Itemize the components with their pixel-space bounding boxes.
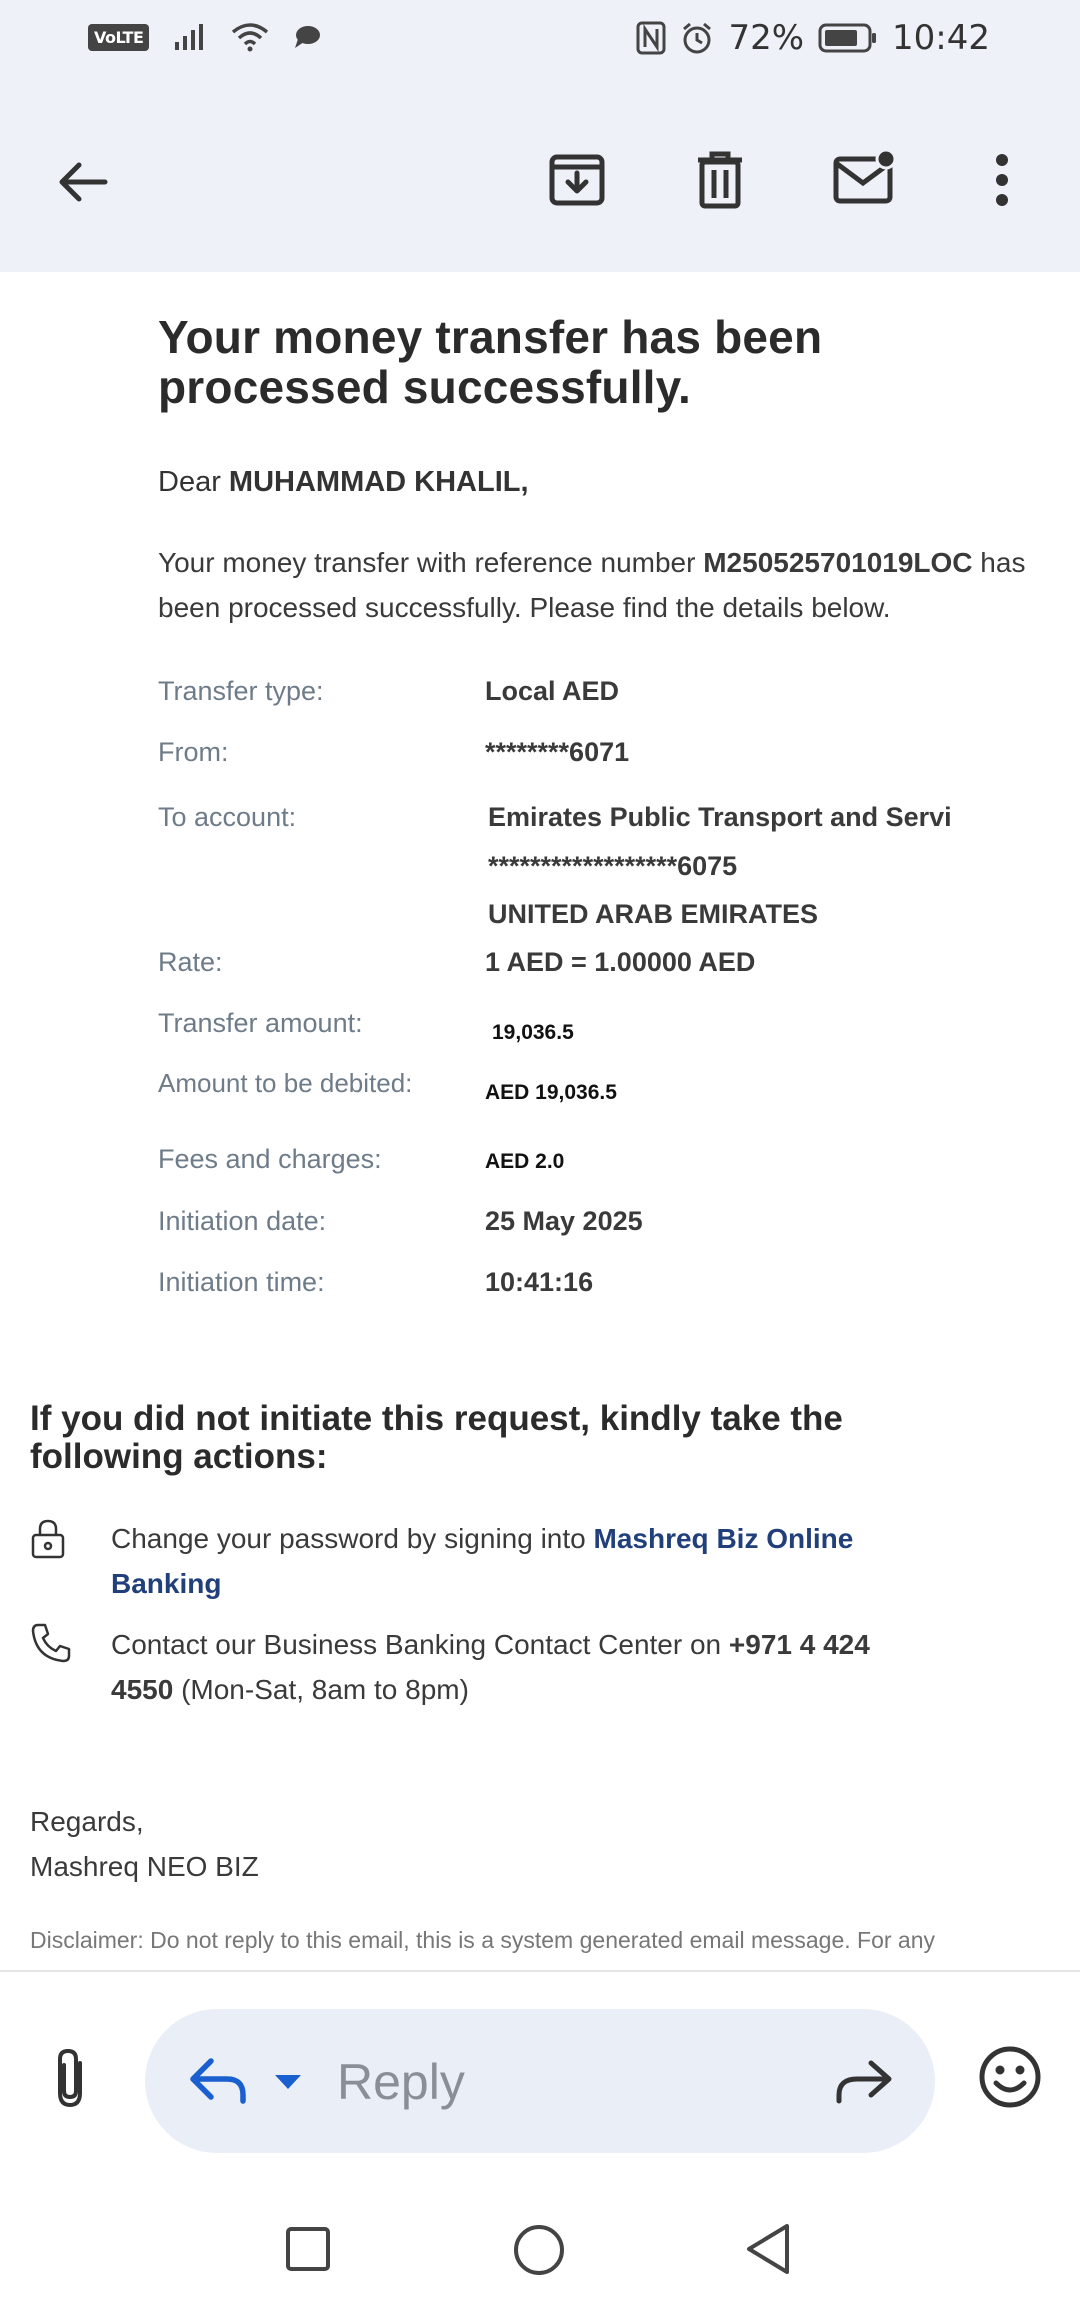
- amount-debited-value: AED 19,036.5: [485, 1081, 617, 1104]
- reply-field[interactable]: [145, 2009, 935, 2153]
- from-value: ********6071: [485, 737, 630, 767]
- signal-icon: [173, 22, 207, 52]
- transfer-type-value: Local AED: [485, 676, 620, 706]
- archive-icon: [548, 151, 606, 209]
- wifi-icon: [231, 22, 269, 52]
- back-arrow-icon: [55, 155, 109, 209]
- recent-apps-icon[interactable]: [285, 2226, 331, 2272]
- reply-icon[interactable]: [187, 2055, 247, 2105]
- initiation-date-label: Initiation date:: [158, 1206, 327, 1236]
- intro-prefix: Your money transfer with reference number: [158, 547, 704, 578]
- archive-button[interactable]: [535, 138, 619, 222]
- from-label: From:: [158, 737, 229, 767]
- action-1-text: Change your password by signing into: [111, 1523, 594, 1554]
- nfc-icon: [636, 21, 666, 55]
- back-nav-icon[interactable]: [745, 2222, 791, 2276]
- initiation-time-value: 10:41:16: [485, 1267, 594, 1297]
- regards: Regards,: [30, 1806, 144, 1837]
- online-banking-link[interactable]: Mashreq Biz Online Banking: [111, 1523, 854, 1599]
- system-nav-bar: [0, 2182, 1080, 2312]
- delete-icon: [694, 150, 746, 210]
- action-2-text: Contact our Business Banking Contact Center on: [111, 1629, 729, 1660]
- rate-value: 1 AED = 1.00000 AED: [485, 947, 756, 977]
- transfer-amount-label: Transfer amount:: [158, 1008, 363, 1038]
- initiation-time-label: Initiation time:: [158, 1267, 325, 1297]
- contact-phone[interactable]: +971 4 424 4550: [111, 1629, 870, 1705]
- forward-icon[interactable]: [835, 2059, 893, 2103]
- recipient-name: MUHAMMAD KHALIL,: [228, 466, 529, 498]
- rate-label: Rate:: [158, 947, 223, 977]
- greeting-prefix: Dear: [158, 466, 229, 498]
- initiation-date-value: 25 May 2025: [485, 1206, 643, 1236]
- lock-icon: [30, 1518, 66, 1560]
- fees-value: AED 2.0: [485, 1150, 565, 1173]
- attach-button[interactable]: [30, 2034, 110, 2124]
- email-subject: Your money transfer has been processed successfully.: [158, 311, 823, 413]
- to-account-label: To account:: [158, 802, 297, 832]
- disclaimer: Disclaimer: Do not reply to this email, this is a system generated email message. For any: [30, 1927, 936, 1953]
- intro-suffix: has been processed successfully. Please find the details below.: [158, 547, 1026, 623]
- mark-unread-button[interactable]: [820, 136, 910, 220]
- emoji-button[interactable]: [965, 2032, 1055, 2122]
- mark-unread-icon: [832, 149, 898, 207]
- home-icon[interactable]: [513, 2224, 565, 2276]
- email-body[interactable]: [0, 272, 1080, 1972]
- emoji-icon: [978, 2045, 1042, 2109]
- reply-bar: [0, 1972, 1080, 2182]
- email-toolbar: [0, 80, 1080, 272]
- status-bar: [0, 0, 1080, 80]
- amount-debited-label: Amount to be debited:: [158, 1068, 413, 1098]
- fees-label: Fees and charges:: [158, 1144, 382, 1174]
- reference-number: M250525701019LOC: [703, 547, 973, 578]
- action-contact-center: [111, 1622, 931, 1712]
- volte-indicator: VoLTE: [88, 24, 149, 51]
- transfer-type-label: Transfer type:: [158, 676, 324, 706]
- intro-paragraph: [158, 540, 1063, 630]
- warning-title: If you did not initiate this request, kindly take the following actions:: [30, 1399, 843, 1476]
- more-options-button[interactable]: [960, 138, 1044, 222]
- battery-icon: [818, 22, 878, 54]
- attach-icon: [50, 2047, 90, 2111]
- more-vert-icon: [992, 152, 1012, 208]
- action-change-password: [111, 1516, 931, 1606]
- transfer-amount-value: 19,036.5: [492, 1021, 574, 1044]
- alarm-icon: [680, 21, 714, 55]
- chat-bubble-icon: [293, 23, 321, 51]
- greeting: [158, 466, 529, 499]
- battery-percent: 72%: [728, 18, 805, 58]
- to-account-country: UNITED ARAB EMIRATES: [488, 899, 818, 929]
- delete-button[interactable]: [678, 138, 762, 222]
- back-button[interactable]: [40, 140, 124, 224]
- reply-options-dropdown-icon[interactable]: [273, 2073, 303, 2091]
- to-account-name: Emirates Public Transport and Servi: [488, 802, 952, 832]
- action-2-hours: (Mon-Sat, 8am to 8pm): [173, 1674, 469, 1705]
- sender-name: Mashreq NEO BIZ: [30, 1851, 259, 1882]
- phone-icon: [30, 1622, 72, 1664]
- to-account-number: ******************6075: [488, 851, 738, 881]
- reply-placeholder: Reply: [337, 2054, 465, 2110]
- clock: 10:42: [892, 18, 990, 58]
